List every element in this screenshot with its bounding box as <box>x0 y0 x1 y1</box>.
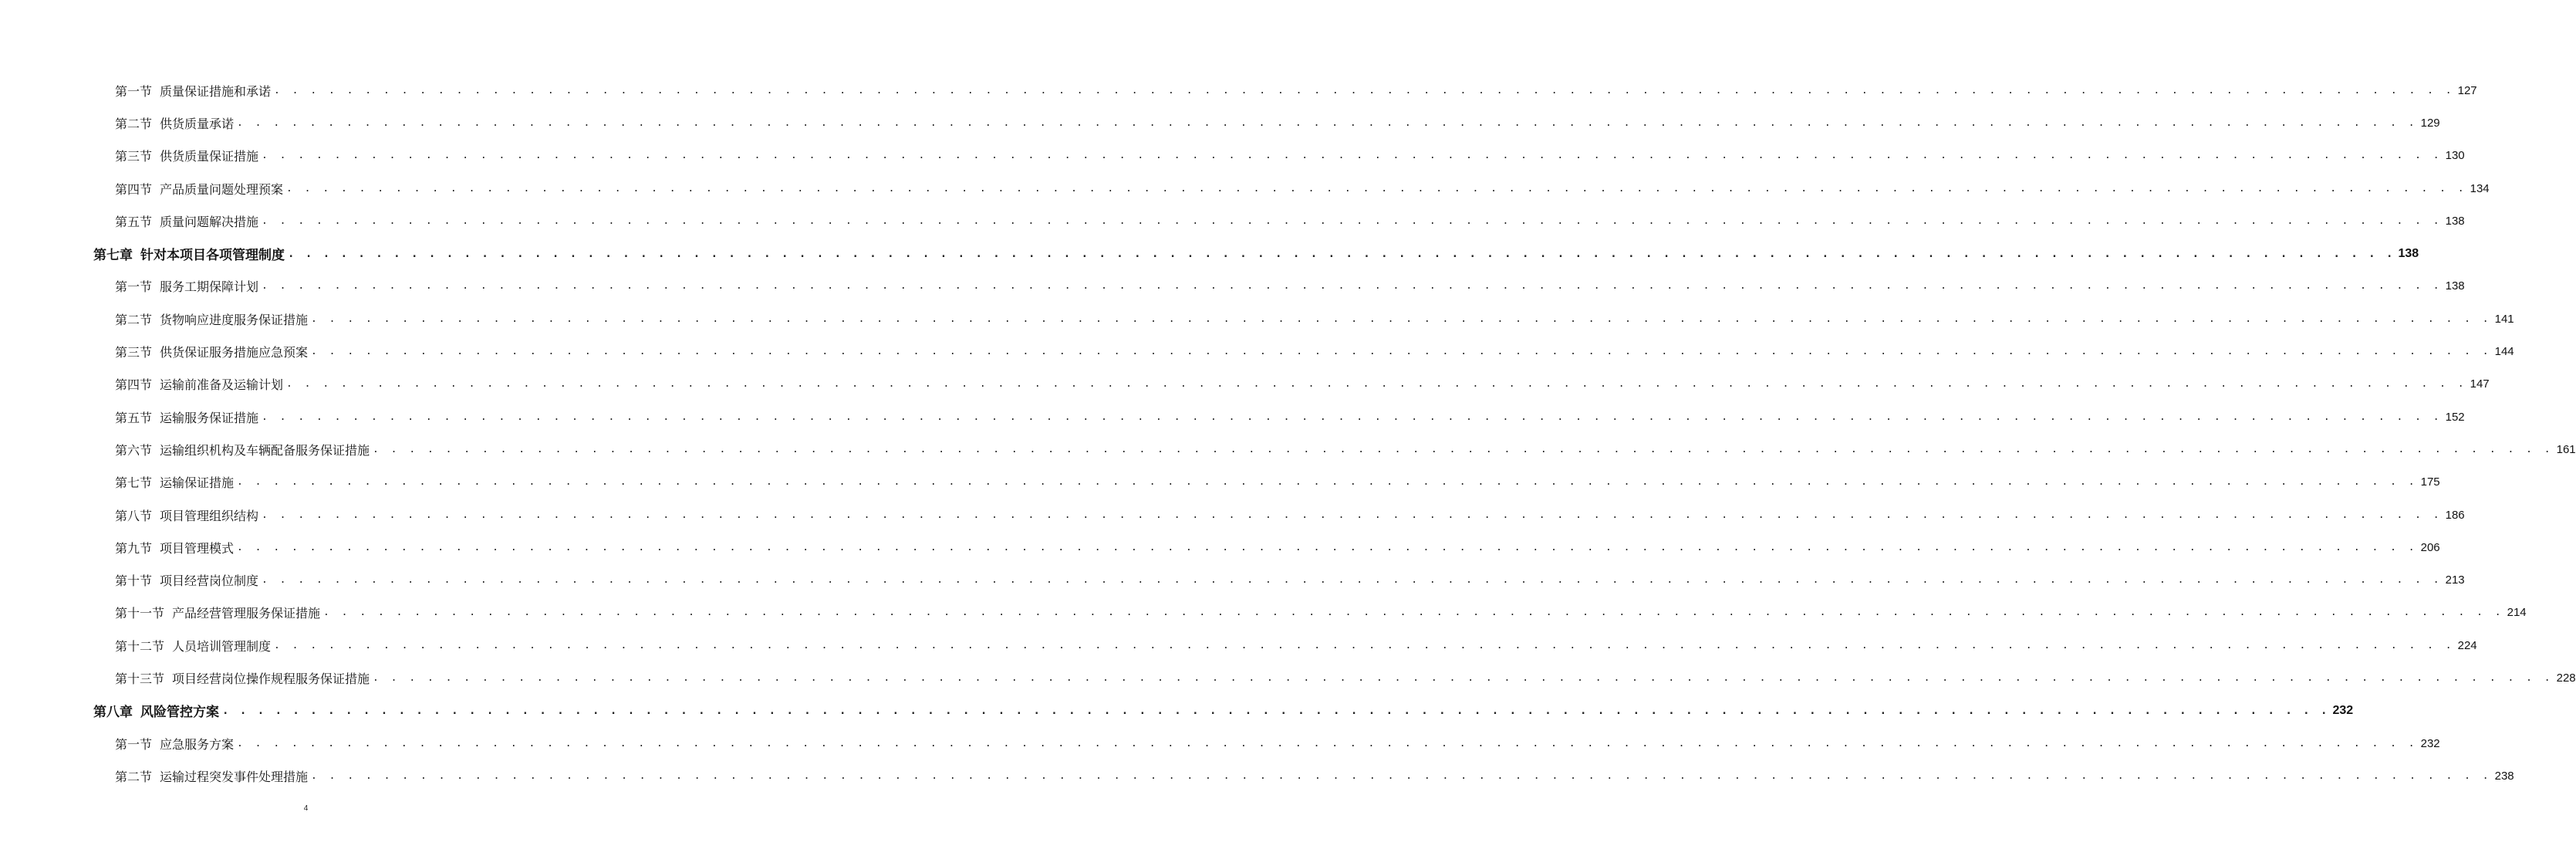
toc-dot-leader: . . . . . . . . . . . . . . . . . . . . . . . . . . . . . . . . . . . . . . . . . . . . . . . . . . . . . . . . . . . . . . . . . . . . . . . . . . . . . . . . . . . . . . . . . . . . . . . . . . . . . . . . . . . . . . . . . . . . . . . . <box>237 541 2418 553</box>
toc-entry-label <box>115 637 271 655</box>
toc-dot-leader: . . . . . . . . . . . . . . . . . . . . . . . . . . . . . . . . . . . . . . . . . . . . . . . . . . . . . . . . . . . . . . . . . . . . . . . . . . . . . . . . . . . . . . . . . . . . . . . . . . . . . . . . . . . . . . . . . . . . . . . . <box>311 770 2492 782</box>
toc-entry-page: 129 <box>2420 116 2440 130</box>
toc-entry-page: 144 <box>2494 345 2514 359</box>
toc-entry-page: 224 <box>2457 638 2477 652</box>
toc-dot-leader: . . . . . . . . . . . . . . . . . . . . . . . . . . . . . . . . . . . . . . . . . . . . . . . . . . . . . . . . . . . . . . . . . . . . . . . . . . . . . . . . . . . . . . . . . . . . . . . . . . . . . . . . . . . . . . . . . . . . . . . . <box>237 117 2418 129</box>
toc-entry-page: 147 <box>2470 377 2490 391</box>
toc-entry-label <box>115 277 258 295</box>
toc-entry-page: 206 <box>2420 540 2440 554</box>
toc-entry-page: 238 <box>2494 769 2514 783</box>
toc-entry-page: 130 <box>2445 149 2465 163</box>
toc-entry-title: 项目管理组织结构 <box>160 508 259 523</box>
toc-dot-leader: . . . . . . . . . . . . . . . . . . . . . . . . . . . . . . . . . . . . . . . . . . . . . . . . . . . . . . . . . . . . . . . . . . . . . . . . . . . . . . . . . . . . . . . . . . . . . . . . . . . . . . . . . . . . . . . . . . . . . . . . <box>286 182 2467 195</box>
toc-entry-label <box>115 212 258 230</box>
toc-section-entry[interactable] <box>0 433 2576 465</box>
toc-section-entry[interactable] <box>0 205 2465 237</box>
toc-section-entry[interactable] <box>0 499 2465 531</box>
toc-entry-number: 第八章 <box>93 705 133 721</box>
toc-entry-page: 127 <box>2457 83 2477 97</box>
toc-entry-number: 第九节 <box>115 540 153 556</box>
toc-entry-page: 175 <box>2420 475 2440 489</box>
toc-entry-title: 供货质量承诺 <box>160 116 235 131</box>
toc-dot-leader: . . . . . . . . . . . . . . . . . . . . . . . . . . . . . . . . . . . . . . . . . . . . . . . . . . . . . . . . . . . . . . . . . . . . . . . . . . . . . . . . . . . . . . . . . . . . . . . . . . . . . . . . . . . . . . . . . . . . . . . . <box>274 639 2455 651</box>
toc-entry-number: 第二节 <box>115 312 153 327</box>
toc-entry-number: 第二节 <box>115 116 153 131</box>
toc-entry-label <box>115 343 308 360</box>
toc-entry-title: 项目经营岗位操作规程服务保证措施 <box>172 671 370 686</box>
toc-entry-label <box>115 669 370 687</box>
toc-entry-title: 质量保证措施和承诺 <box>160 83 272 99</box>
toc-entry-page: 228 <box>2556 671 2576 685</box>
toc-dot-leader: . . . . . . . . . . . . . . . . . . . . . . . . . . . . . . . . . . . . . . . . . . . . . . . . . . . . . . . . . . . . . . . . . . . . . . . . . . . . . . . . . . . . . . . . . . . . . . . . . . . . . . . . . . . . . . . . . . . . . . . . <box>323 607 2504 619</box>
toc-section-entry[interactable] <box>0 466 2440 499</box>
toc-entry-title: 应急服务方案 <box>160 736 235 752</box>
toc-entry-page: 152 <box>2445 410 2465 424</box>
toc-entry-title: 供货保证服务措施应急预案 <box>160 345 309 360</box>
toc-entry-label <box>115 180 283 198</box>
toc-entry-label <box>115 375 283 393</box>
toc-entry-number: 第八节 <box>115 508 153 523</box>
toc-entry-title: 运输保证措施 <box>160 475 235 491</box>
toc-dot-leader: . . . . . . . . . . . . . . . . . . . . . . . . . . . . . . . . . . . . . . . . . . . . . . . . . . . . . . . . . . . . . . . . . . . . . . . . . . . . . . . . . . . . . . . . . . . . . . . . . . . . . . . . . . . . . . . . . . . . . . . . <box>222 704 2330 717</box>
toc-dot-leader: . . . . . . . . . . . . . . . . . . . . . . . . . . . . . . . . . . . . . . . . . . . . . . . . . . . . . . . . . . . . . . . . . . . . . . . . . . . . . . . . . . . . . . . . . . . . . . . . . . . . . . . . . . . . . . . . . . . . . . . . <box>311 346 2492 358</box>
toc-entry-label <box>115 604 320 621</box>
toc-entry-number: 第十一节 <box>115 606 165 621</box>
toc-section-entry[interactable] <box>0 531 2440 563</box>
toc-entry-page: 214 <box>2507 606 2527 620</box>
toc-dot-leader: . . . . . . . . . . . . . . . . . . . . . . . . . . . . . . . . . . . . . . . . . . . . . . . . . . . . . . . . . . . . . . . . . . . . . . . . . . . . . . . . . . . . . . . . . . . . . . . . . . . . . . . . . . . . . . . . . . . . . . . . <box>311 313 2492 325</box>
toc-entry-title: 供货质量保证措施 <box>160 149 259 164</box>
toc-entry-title: 运输组织机构及车辆配备服务保证措施 <box>160 442 370 458</box>
toc-dot-leader: . . . . . . . . . . . . . . . . . . . . . . . . . . . . . . . . . . . . . . . . . . . . . . . . . . . . . . . . . . . . . . . . . . . . . . . . . . . . . . . . . . . . . . . . . . . . . . . . . . . . . . . . . . . . . . . . . . . . . . . . <box>262 215 2443 227</box>
toc-entry-number: 第三节 <box>115 345 153 360</box>
toc-dot-leader: . . . . . . . . . . . . . . . . . . . . . . . . . . . . . . . . . . . . . . . . . . . . . . . . . . . . . . . . . . . . . . . . . . . . . . . . . . . . . . . . . . . . . . . . . . . . . . . . . . . . . . . . . . . . . . . . . . . . . . . . <box>237 737 2418 749</box>
toc-chapter-entry[interactable] <box>0 237 2419 269</box>
toc-entry-label <box>115 506 258 524</box>
toc-entry-title: 项目经营岗位制度 <box>160 573 259 589</box>
toc-dot-leader: . . . . . . . . . . . . . . . . . . . . . . . . . . . . . . . . . . . . . . . . . . . . . . . . . . . . . . . . . . . . . . . . . . . . . . . . . . . . . . . . . . . . . . . . . . . . . . . . . . . . . . . . . . . . . . . . . . . . . . . . <box>262 509 2443 521</box>
toc-entry-label <box>115 441 370 458</box>
toc-entry-title: 针对本项目各项管理制度 <box>140 248 285 264</box>
toc-section-entry[interactable] <box>0 563 2465 596</box>
toc-section-entry[interactable] <box>0 597 2527 629</box>
toc-entry-title: 货物响应进度服务保证措施 <box>160 312 309 327</box>
toc-entry-page: 141 <box>2494 312 2514 326</box>
toc-entry-number: 第四节 <box>115 377 153 393</box>
toc-section-entry[interactable] <box>0 303 2514 335</box>
toc-section-entry[interactable] <box>0 270 2465 303</box>
toc-section-entry[interactable] <box>0 629 2477 661</box>
toc-entry-title: 运输服务保证措施 <box>160 410 259 425</box>
toc-entry-title: 产品经营管理服务保证措施 <box>172 606 321 621</box>
toc-entry-title: 人员培训管理制度 <box>172 638 272 654</box>
toc-entry-page: 186 <box>2445 508 2465 522</box>
toc-entry-number: 第十节 <box>115 573 153 589</box>
toc-dot-leader: . . . . . . . . . . . . . . . . . . . . . . . . . . . . . . . . . . . . . . . . . . . . . . . . . . . . . . . . . . . . . . . . . . . . . . . . . . . . . . . . . . . . . . . . . . . . . . . . . . . . . . . . . . . . . . . . . . . . . . . . <box>373 443 2554 455</box>
toc-entry-title: 运输前准备及运输计划 <box>160 377 284 393</box>
toc-entry-number: 第一节 <box>115 83 153 99</box>
toc-dot-leader: . . . . . . . . . . . . . . . . . . . . . . . . . . . . . . . . . . . . . . . . . . . . . . . . . . . . . . . . . . . . . . . . . . . . . . . . . . . . . . . . . . . . . . . . . . . . . . . . . . . . . . . . . . . . . . . . . . . . . . . . <box>288 247 2395 260</box>
toc-entry-label <box>115 147 258 164</box>
toc-section-entry[interactable] <box>0 368 2490 401</box>
toc-dot-leader: . . . . . . . . . . . . . . . . . . . . . . . . . . . . . . . . . . . . . . . . . . . . . . . . . . . . . . . . . . . . . . . . . . . . . . . . . . . . . . . . . . . . . . . . . . . . . . . . . . . . . . . . . . . . . . . . . . . . . . . . <box>262 574 2443 587</box>
toc-section-entry[interactable] <box>0 107 2440 139</box>
toc-entry-label <box>115 539 234 556</box>
toc-entry-label <box>115 82 271 100</box>
toc-chapter-entry[interactable] <box>0 695 2354 727</box>
toc-entry-page: 161 <box>2556 442 2576 456</box>
toc-entry-number: 第四节 <box>115 181 153 197</box>
toc-section-entry[interactable] <box>0 759 2514 792</box>
toc-section-entry[interactable] <box>0 401 2465 433</box>
toc-entry-number: 第七节 <box>115 475 153 491</box>
toc-section-entry[interactable] <box>0 172 2490 205</box>
toc-dot-leader: . . . . . . . . . . . . . . . . . . . . . . . . . . . . . . . . . . . . . . . . . . . . . . . . . . . . . . . . . . . . . . . . . . . . . . . . . . . . . . . . . . . . . . . . . . . . . . . . . . . . . . . . . . . . . . . . . . . . . . . . <box>373 671 2554 684</box>
toc-entry-number: 第七章 <box>93 248 133 264</box>
toc-section-entry[interactable] <box>0 74 2477 107</box>
toc-entry-number: 第十二节 <box>115 638 165 654</box>
toc-entry-page: 138 <box>2445 279 2465 293</box>
toc-dot-leader: . . . . . . . . . . . . . . . . . . . . . . . . . . . . . . . . . . . . . . . . . . . . . . . . . . . . . . . . . . . . . . . . . . . . . . . . . . . . . . . . . . . . . . . . . . . . . . . . . . . . . . . . . . . . . . . . . . . . . . . . <box>262 411 2443 423</box>
toc-entry-title: 服务工期保障计划 <box>160 279 259 295</box>
toc-entry-number: 第五节 <box>115 410 153 425</box>
page-number: 4 <box>303 804 309 813</box>
toc-entry-page: 213 <box>2445 573 2465 587</box>
toc-section-entry[interactable] <box>0 661 2576 694</box>
toc-entry-title: 运输过程突发事件处理措施 <box>160 769 309 784</box>
toc-entry-label <box>115 408 258 426</box>
toc-entry-label <box>93 244 285 263</box>
toc-entry-title: 项目管理模式 <box>160 540 235 556</box>
toc-dot-leader: . . . . . . . . . . . . . . . . . . . . . . . . . . . . . . . . . . . . . . . . . . . . . . . . . . . . . . . . . . . . . . . . . . . . . . . . . . . . . . . . . . . . . . . . . . . . . . . . . . . . . . . . . . . . . . . . . . . . . . . . <box>262 280 2443 293</box>
toc-entry-number: 第六节 <box>115 442 153 458</box>
toc-entry-title: 产品质量问题处理预案 <box>160 181 284 197</box>
toc-entry-number: 第二节 <box>115 769 153 784</box>
toc-entry-number: 第十三节 <box>115 671 165 686</box>
toc-entry-number: 第一节 <box>115 736 153 752</box>
toc-entry-page: 138 <box>2398 246 2419 260</box>
toc-entry-title: 质量问题解决措施 <box>160 214 259 229</box>
toc-entry-label <box>115 571 258 589</box>
toc-entry-title: 风险管控方案 <box>140 705 219 721</box>
toc-entry-number: 第五节 <box>115 214 153 229</box>
toc-section-entry[interactable] <box>0 335 2514 367</box>
toc-entry-page: 232 <box>2332 703 2354 717</box>
table-of-contents <box>0 74 2576 793</box>
toc-entry-label <box>115 735 234 753</box>
toc-section-entry[interactable] <box>0 727 2440 759</box>
toc-dot-leader: . . . . . . . . . . . . . . . . . . . . . . . . . . . . . . . . . . . . . . . . . . . . . . . . . . . . . . . . . . . . . . . . . . . . . . . . . . . . . . . . . . . . . . . . . . . . . . . . . . . . . . . . . . . . . . . . . . . . . . . . <box>262 150 2443 162</box>
toc-dot-leader: . . . . . . . . . . . . . . . . . . . . . . . . . . . . . . . . . . . . . . . . . . . . . . . . . . . . . . . . . . . . . . . . . . . . . . . . . . . . . . . . . . . . . . . . . . . . . . . . . . . . . . . . . . . . . . . . . . . . . . . . <box>286 378 2467 391</box>
toc-entry-number: 第三节 <box>115 149 153 164</box>
toc-entry-label <box>115 310 308 328</box>
toc-entry-label <box>115 767 308 785</box>
toc-entry-number: 第一节 <box>115 279 153 295</box>
toc-dot-leader: . . . . . . . . . . . . . . . . . . . . . . . . . . . . . . . . . . . . . . . . . . . . . . . . . . . . . . . . . . . . . . . . . . . . . . . . . . . . . . . . . . . . . . . . . . . . . . . . . . . . . . . . . . . . . . . . . . . . . . . . <box>237 476 2418 489</box>
toc-entry-page: 138 <box>2445 214 2465 228</box>
toc-entry-page: 134 <box>2470 181 2490 195</box>
toc-section-entry[interactable] <box>0 140 2465 172</box>
toc-entry-label <box>115 473 234 491</box>
toc-entry-label <box>93 701 219 720</box>
toc-dot-leader: . . . . . . . . . . . . . . . . . . . . . . . . . . . . . . . . . . . . . . . . . . . . . . . . . . . . . . . . . . . . . . . . . . . . . . . . . . . . . . . . . . . . . . . . . . . . . . . . . . . . . . . . . . . . . . . . . . . . . . . . <box>274 84 2455 96</box>
toc-entry-label <box>115 114 234 132</box>
toc-entry-page: 232 <box>2420 736 2440 750</box>
